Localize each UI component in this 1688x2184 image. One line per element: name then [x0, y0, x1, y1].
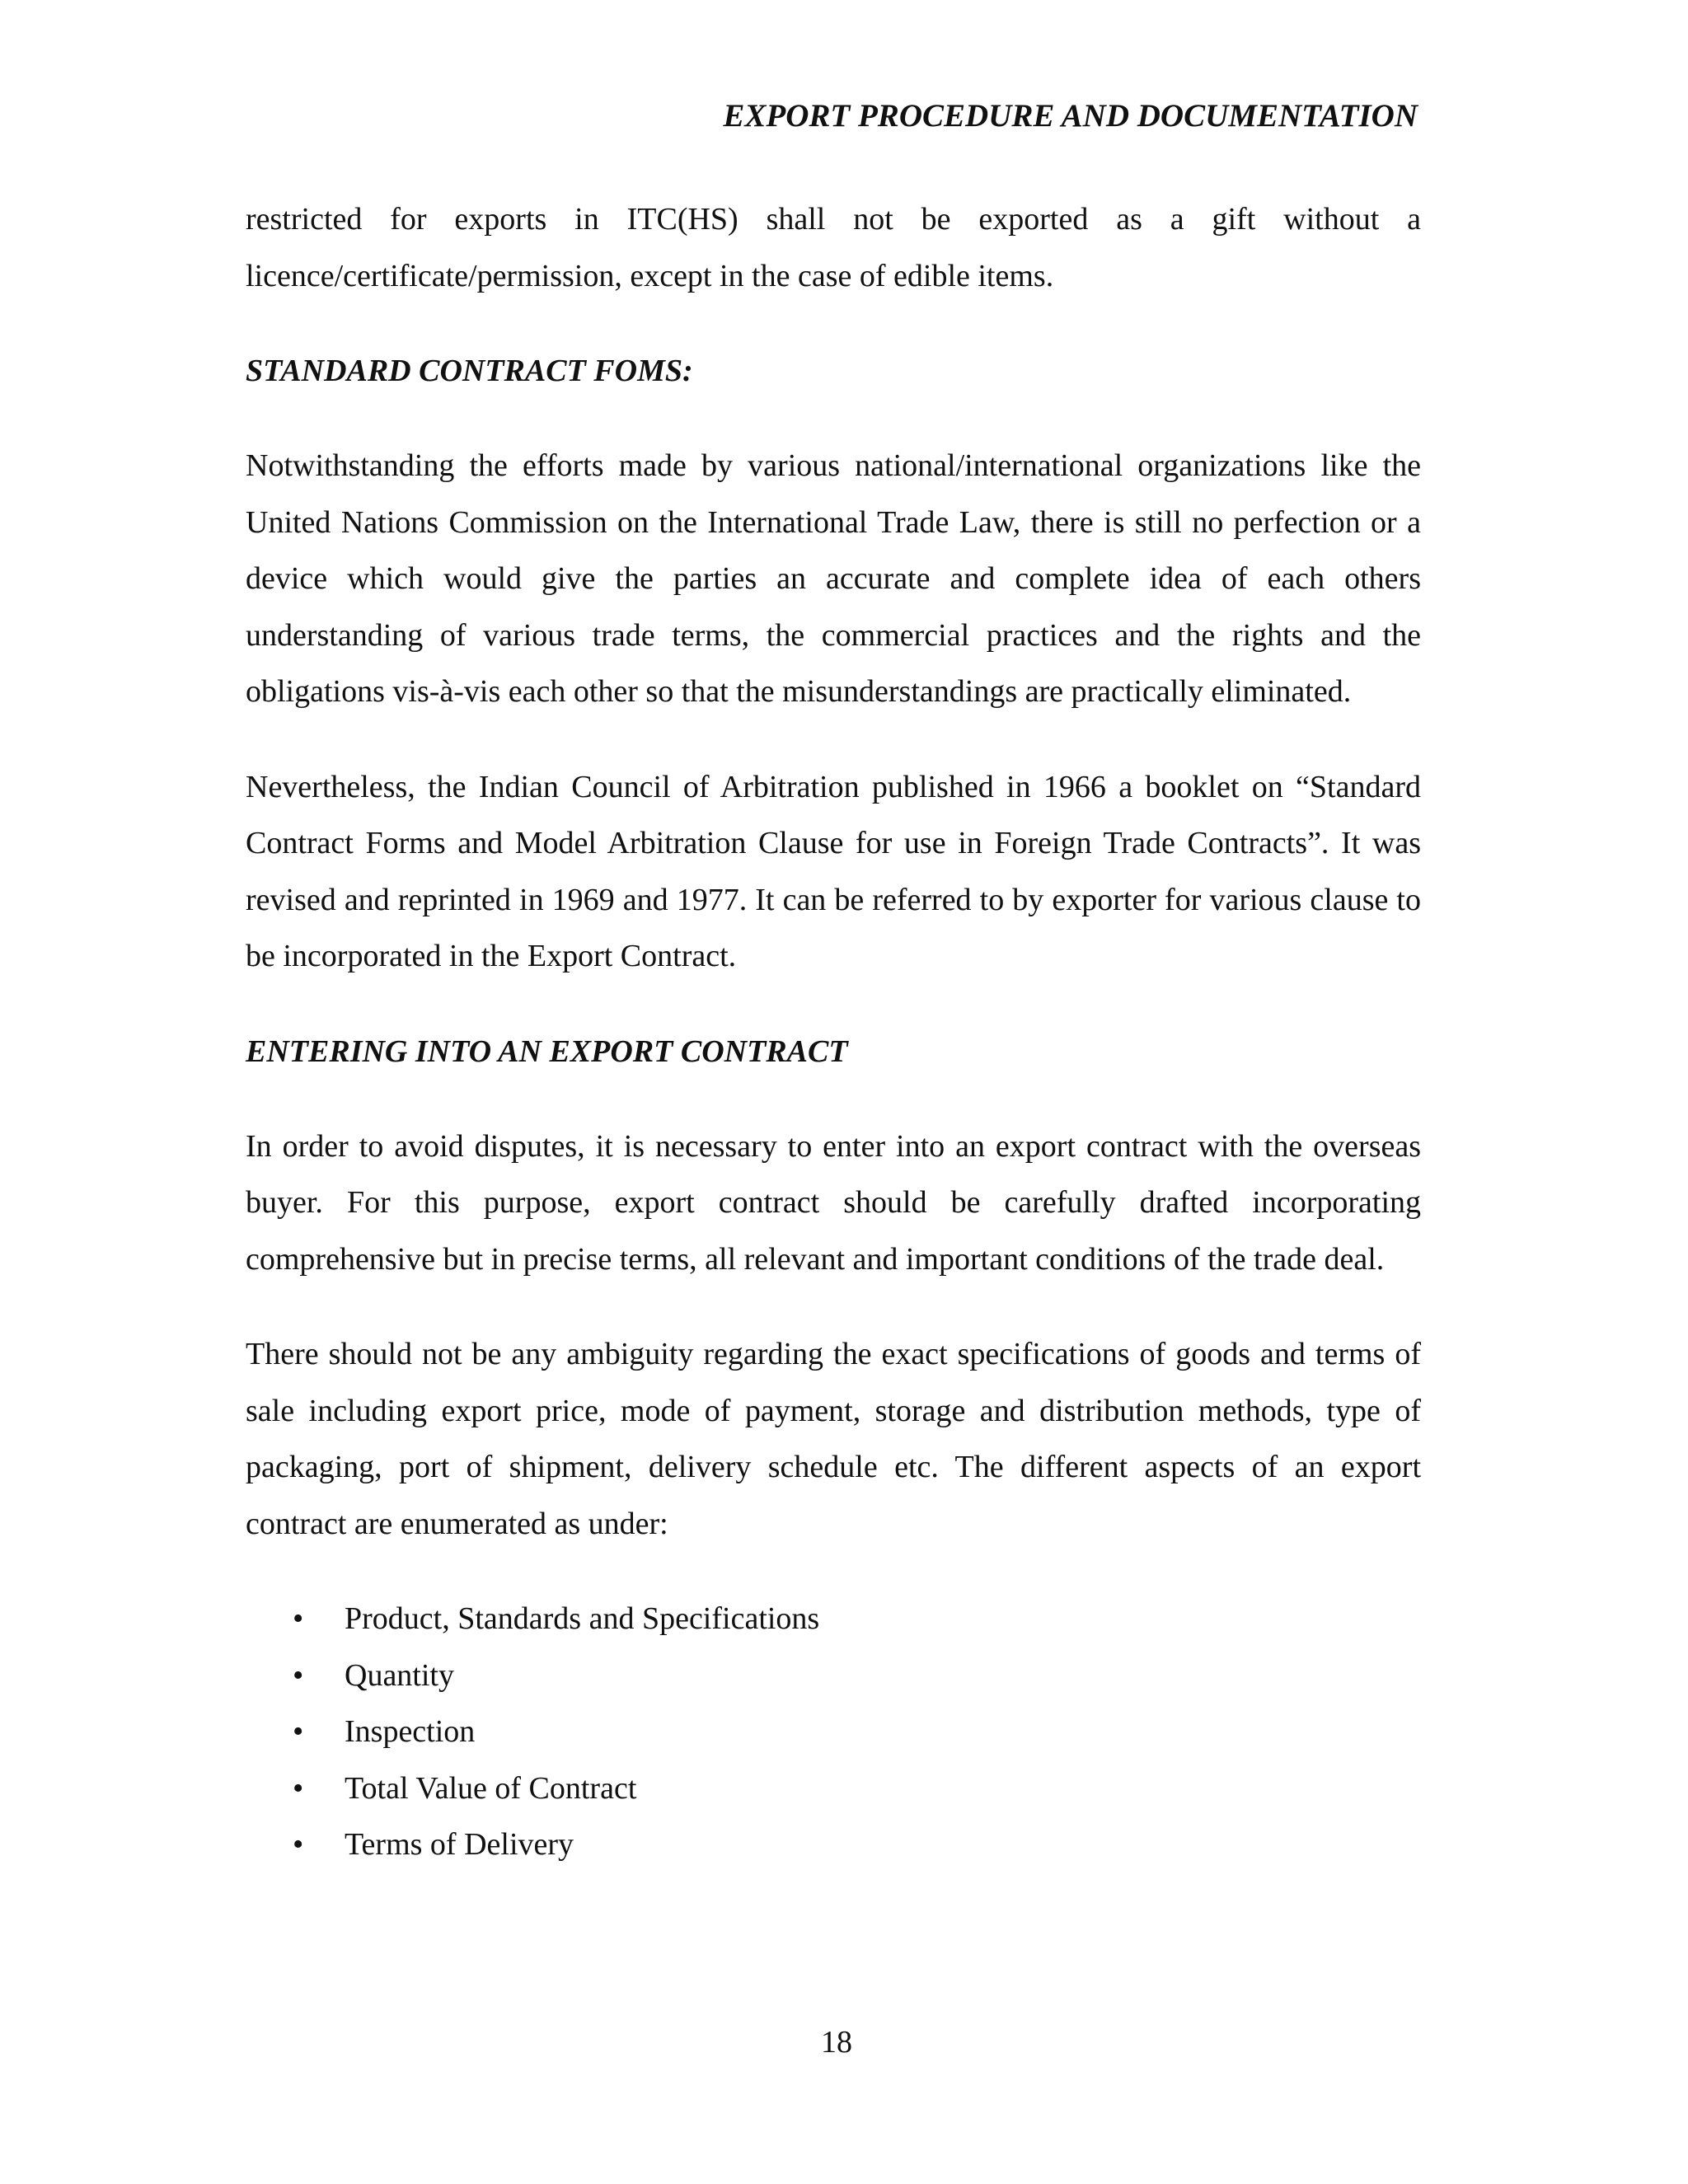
- section-heading-entering-export-contract: ENTERING INTO AN EXPORT CONTRACT: [246, 1033, 848, 1069]
- page-number: 18: [821, 2025, 852, 2060]
- list-item: [246, 1760, 1421, 1817]
- list-item: [246, 1647, 1421, 1704]
- intro-paragraph: restricted for exports in ITC(HS) shall not be exported as a gift without a licence/certificate/permission, except in the case of edible items.: [246, 202, 1421, 293]
- bullet-icon: •: [293, 1657, 304, 1693]
- bullet-icon: •: [293, 1601, 304, 1636]
- list-item-text: Product, Standards and Specifications: [345, 1601, 820, 1636]
- bullet-icon: •: [293, 1827, 304, 1863]
- contract-aspects-list: [246, 1591, 1421, 1873]
- bullet-icon: •: [293, 1714, 304, 1750]
- page-content: [246, 191, 1421, 1873]
- list-item: [246, 1704, 1421, 1760]
- running-header: EXPORT PROCEDURE AND DOCUMENTATION: [723, 98, 1418, 134]
- paragraph-notwithstanding: Notwithstanding the efforts made by various national/international organizations like the United Nations Commission on the International Trade Law, there is still no perfection or a device which would give the parties an accurate and complete idea of each others understanding of various trade terms, the commercial practices and the rights and the obligations vis-à-vis each other so that the misunderstandings are practically eliminated.: [246, 448, 1421, 709]
- paragraph-nevertheless: Nevertheless, the Indian Council of Arbitration published in 1966 a booklet on “Standard Contract Forms and Model Arbitration Clause for use in Foreign Trade Contracts”. It was revised and reprinted in 1969 and 1977. It can be referred to by exporter for various clause to be incorporated in the Export Contract.: [246, 769, 1421, 973]
- paragraph-ambiguity: There should not be any ambiguity regarding the exact specifications of goods and terms of sale including export price, mode of payment, storage and distribution methods, type of packaging, port of shipment, delivery schedule etc. The different aspects of an export contract are enumerated as under:: [246, 1337, 1421, 1541]
- list-item-text: Inspection: [345, 1714, 476, 1750]
- list-item-text: Quantity: [345, 1657, 454, 1693]
- list-item: [246, 1591, 1421, 1647]
- list-item: [246, 1816, 1421, 1873]
- bullet-icon: •: [293, 1770, 304, 1806]
- section-heading-standard-contract-forms: STANDARD CONTRACT FOMS:: [246, 354, 693, 388]
- paragraph-avoid-disputes: In order to avoid disputes, it is necessary to enter into an export contract with the overseas buyer. For this purpose, export contract should be carefully drafted incorporating comprehensive but in precise terms, all relevant and important conditions of the trade deal.: [246, 1128, 1421, 1277]
- list-item-text: Terms of Delivery: [345, 1827, 574, 1863]
- list-item-text: Total Value of Contract: [345, 1770, 637, 1806]
